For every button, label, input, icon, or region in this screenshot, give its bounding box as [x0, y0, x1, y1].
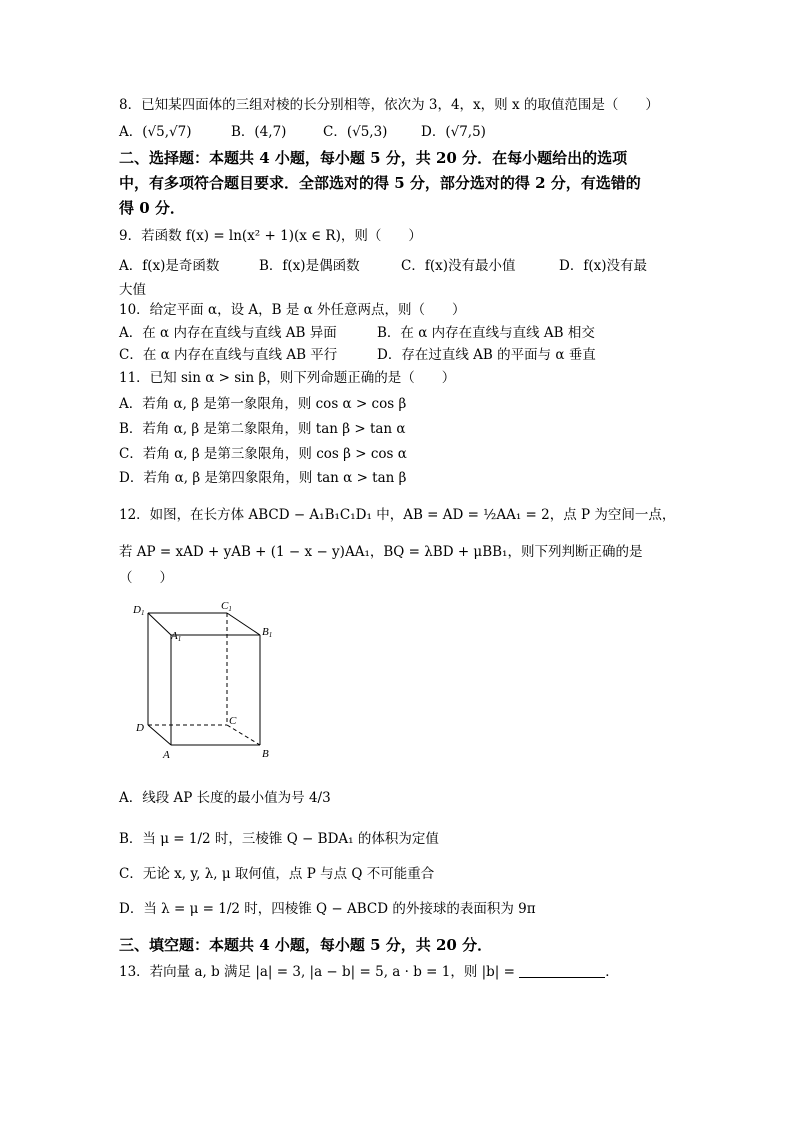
question-12-option-c: C．无论 x, y, λ, μ 取何值，点 P 与点 Q 不可能重合 [119, 866, 435, 882]
question-9-option-d-cont: 大值 [119, 282, 146, 298]
option-c: C．(√5,3) [323, 124, 388, 140]
question-12-option-a: A．线段 AP 长度的最小值为号 4/3 [119, 790, 331, 806]
question-12-line-3: （ ） [119, 570, 173, 586]
question-9: 9．若函数 f(x) = ln(x² + 1)(x ∈ R)，则（ ） [119, 228, 422, 244]
question-13 [119, 962, 619, 982]
question-12-option-b: B．当 μ = 1/2 时，三棱锥 Q − BDA₁ 的体积为定值 [119, 831, 439, 847]
question-11-option-b: B．若角 α, β 是第二象限角，则 tan β > tan α [119, 421, 406, 437]
section-2-heading-line-1: 二、选择题：本题共 4 小题，每小题 5 分，共 20 分．在每小题给出的选项 [119, 149, 628, 167]
option-d: D．f(x)没有最 [559, 258, 647, 274]
label-c1: C1 [221, 600, 232, 613]
label-a: A [163, 749, 170, 761]
section-3-heading: 三、填空题：本题共 4 小题，每小题 5 分，共 20 分． [119, 936, 493, 954]
question-10-options-row1 [119, 323, 595, 343]
label-d1: D1 [133, 604, 145, 617]
option-a: A．在 α 内存在直线与直线 AB 异面 [119, 325, 337, 341]
option-c: C．在 α 内存在直线与直线 AB 平行 [119, 347, 338, 363]
question-8: 8．已知某四面体的三组对棱的长分别相等，依次为 3，4，x，则 x 的取值范围是（ ） [119, 97, 659, 113]
cuboid-figure [130, 600, 280, 765]
label-b: B [262, 748, 269, 760]
question-11-option-d: D．若角 α, β 是第四象限角，则 tan α > tan β [119, 470, 407, 486]
question-11-option-c: C．若角 α, β 是第三象限角，则 cos β > cos α [119, 446, 407, 462]
question-10: 10．给定平面 α，设 A，B 是 α 外任意两点，则（ ） [119, 302, 466, 318]
option-c: C．f(x)没有最小值 [401, 258, 516, 274]
option-b: B．f(x)是偶函数 [259, 258, 360, 274]
question-9-options [119, 256, 647, 276]
question-13-stem: 13．若向量 a, b 满足 |a| = 3, |a − b| = 5, a · b = 1，则 |b| = [119, 964, 520, 980]
option-b: B．在 α 内存在直线与直线 AB 相交 [377, 325, 595, 341]
question-11: 11．已知 sin α > sin β，则下列命题正确的是（ ） [119, 370, 456, 386]
option-a: A．f(x)是奇函数 [119, 258, 220, 274]
section-2-heading-line-3: 得 0 分． [119, 199, 185, 217]
question-12-option-d: D．当 λ = μ = 1/2 时，四棱锥 Q − ABCD 的外接球的表面积为 9π [119, 901, 536, 917]
label-a1: A1 [171, 630, 182, 643]
answer-blank[interactable] [519, 963, 605, 978]
question-12-line-2: 若 AP = xAD + yAB + (1 − x − y)AA₁，BQ = λBD + μBB₁，则下列判断正确的是 [119, 544, 643, 560]
question-10-options-row2 [119, 345, 596, 365]
label-d: D [136, 722, 144, 734]
section-2-heading-line-2: 中，有多项符合题目要求．全部选对的得 5 分，部分选对的得 2 分，有选错的 [119, 174, 641, 192]
question-11-option-a: A．若角 α, β 是第一象限角，则 cos α > cos β [119, 396, 407, 412]
label-c: C [229, 715, 237, 727]
question-13-end: ． [605, 964, 619, 980]
label-b1: B1 [262, 626, 273, 639]
option-b: B．(4,7) [231, 124, 287, 140]
question-12-line-1: 12．如图，在长方体 ABCD − A₁B₁C₁D₁ 中，AB = AD = ½AA₁ = 2，点 P 为空间一点， [119, 507, 676, 523]
option-a: A．(√5,√7) [119, 124, 192, 140]
option-d: D．(√7,5) [421, 124, 486, 140]
option-d: D．存在过直线 AB 的平面与 α 垂直 [377, 347, 596, 363]
question-8-options [119, 122, 486, 142]
